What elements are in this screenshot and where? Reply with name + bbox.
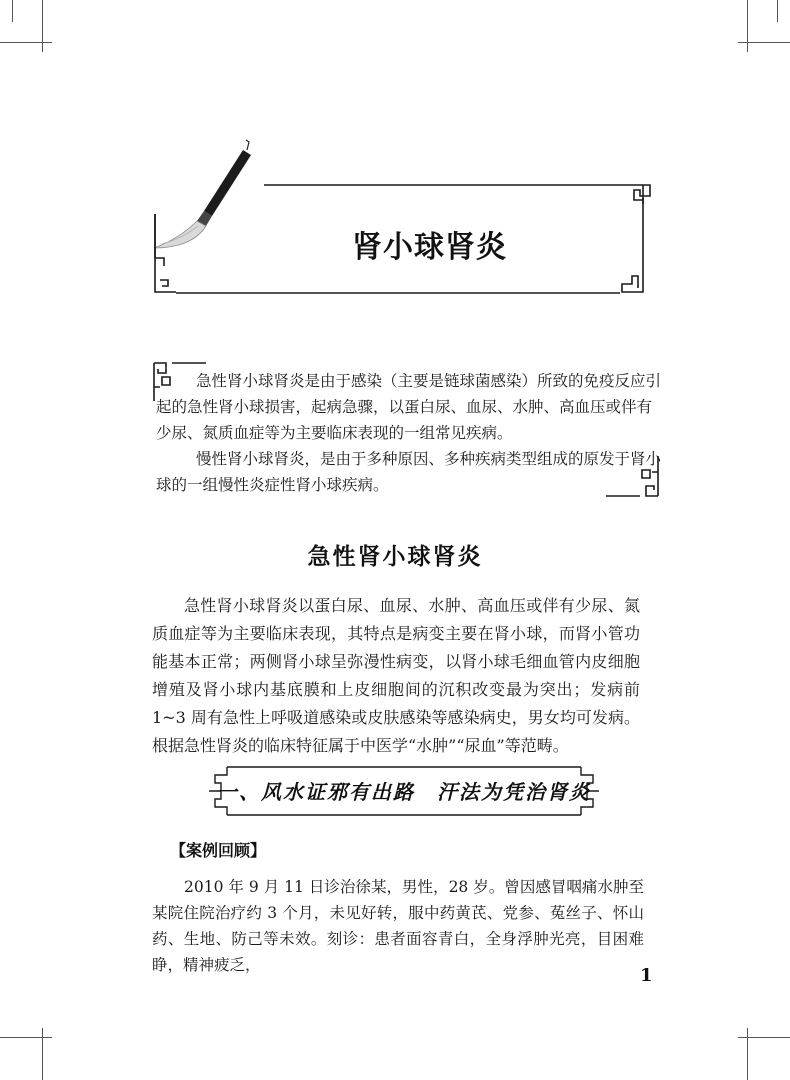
crop-mark-bottom-right-v [747, 1028, 748, 1080]
summary-paragraph-2: 慢性肾小球肾炎，是由于多种原因、多种疾病类型组成的原发于肾小球的一组慢性炎症性肾小球疾病。 [156, 450, 662, 494]
section-title: 急性肾小球肾炎 [307, 544, 483, 570]
case-review-paragraph: 2010 年 9 月 11 日诊治徐某，男性，28 岁。曾因感冒咽痛水肿至某院住院治疗约 3 个月，未见好转，服中药黄芪、党参、菟丝子、怀山药、生地、防己等未效。刻诊：患者面容青白，全身浮肿光亮，目困难睁，精神疲乏， [152, 878, 644, 974]
page-number: 1 [640, 965, 653, 986]
section-body-paragraph: 急性肾小球肾炎以蛋白尿、血尿、水肿、高血压或伴有少尿、氮质血症等为主要临床表现，其特点是病变主要在肾小球，而肾小管功能基本正常；两侧肾小球呈弥漫性病变，以肾小球毛细血管内皮细胞增殖及肾小球内基底膜和上皮细胞间的沉积改变最为突出；发病前 1~3 周有急性上呼吸道感染或皮肤感染等感染病史，男女均可发病。根据急性肾炎的临床特征属于中医学“水肿”“尿血”等范畴。 [152, 596, 640, 755]
case-review-label: 【案例回顾】 [170, 841, 267, 860]
summary-paragraph-1: 急性肾小球肾炎是由于感染（主要是链球菌感染）所致的免疫反应引起的急性肾小球损害，起病急骤，以蛋白尿、血尿、水肿、高血压或伴有少尿、氮质血症等为主要临床表现的一组常见疾病。 [156, 372, 662, 442]
crop-mark-top-left-v [42, 0, 43, 52]
crop-mark-bottom-left-h [0, 1037, 52, 1038]
crop-mark-top-right-v2 [777, 0, 778, 22]
crop-mark-top-right-v [747, 0, 748, 52]
chapter-title: 肾小球肾炎 [352, 230, 507, 265]
chapter-summary [152, 368, 662, 498]
crop-mark-top-right-h [738, 42, 790, 43]
case-review-text [152, 874, 644, 978]
crop-mark-bottom-left-v [42, 1028, 43, 1080]
crop-mark-bottom-right-h [738, 1037, 790, 1038]
crop-mark-top-left-h [0, 42, 52, 43]
crop-mark-top-left-v2 [12, 0, 13, 22]
subsection-title: 一、风水证邪有出路 汗法为凭治肾炎 [217, 780, 591, 804]
section-body [152, 592, 640, 760]
